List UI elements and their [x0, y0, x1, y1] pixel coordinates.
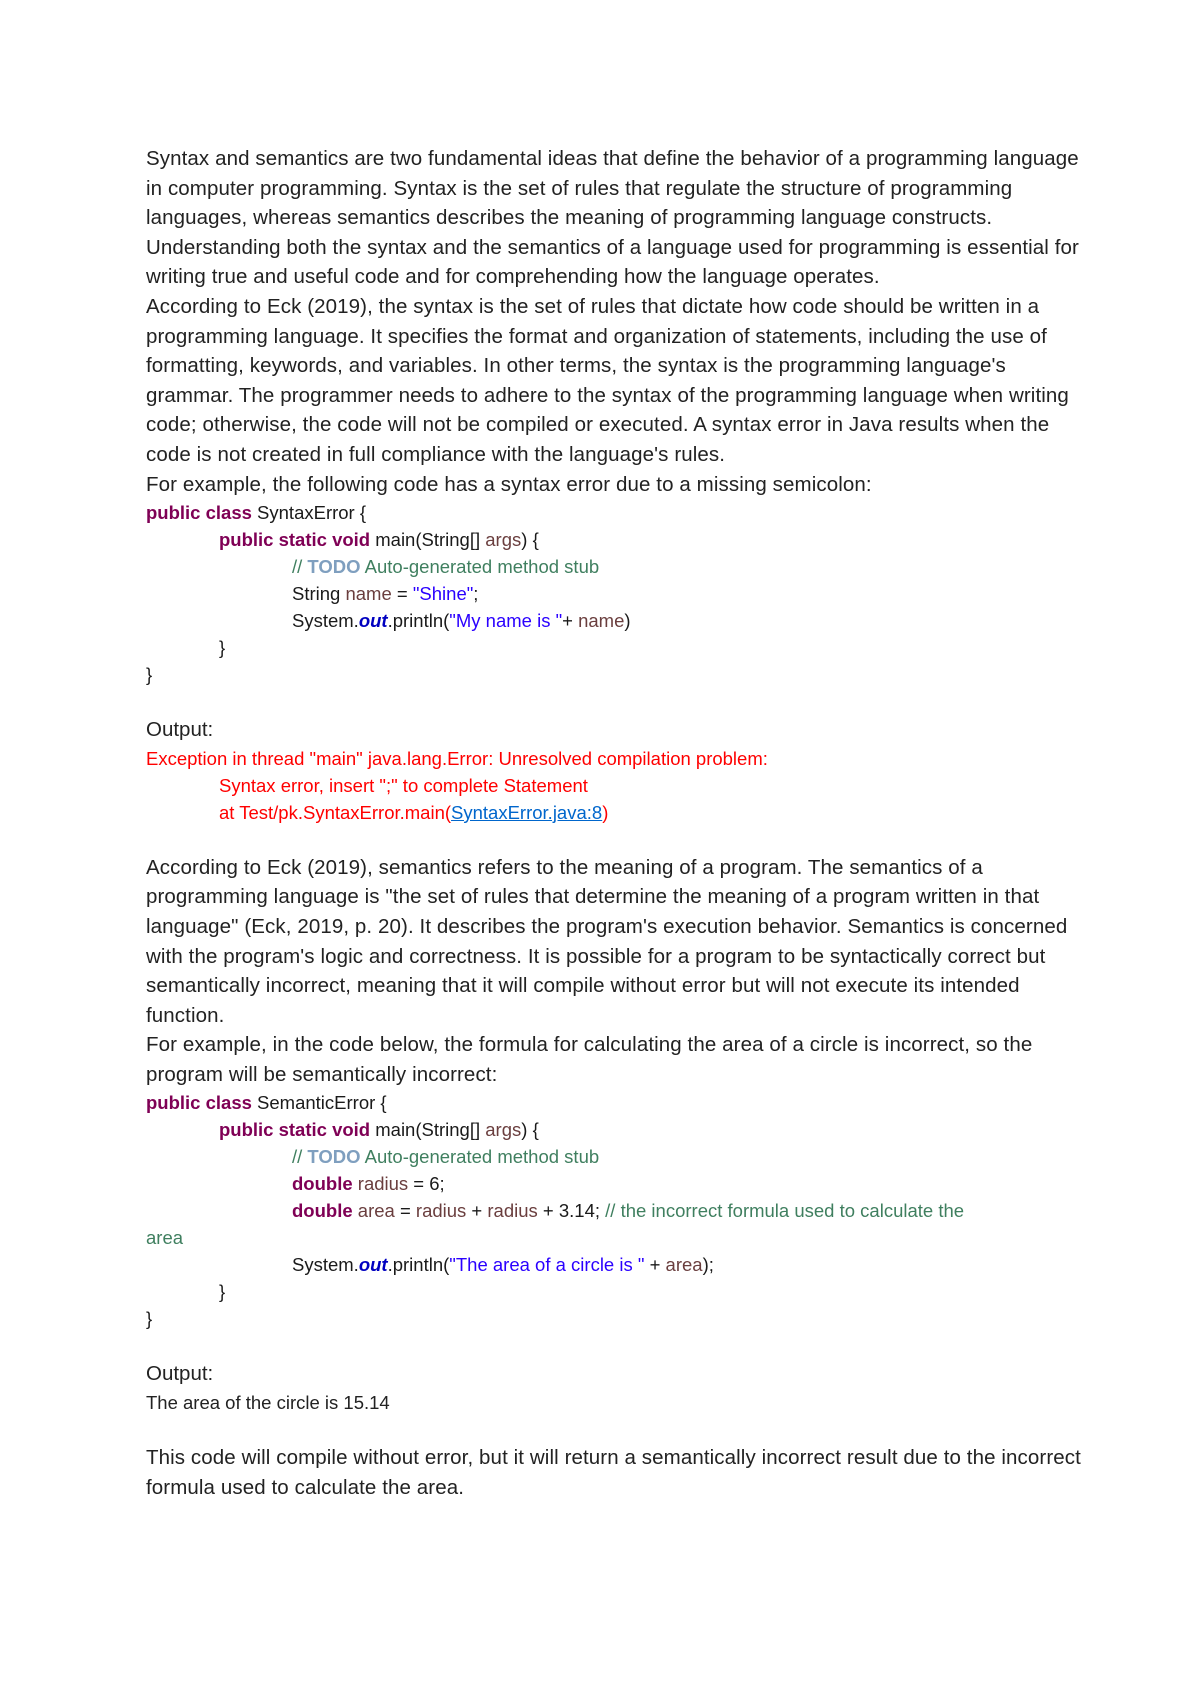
code-text: } [219, 1281, 226, 1303]
code-text: } [219, 637, 226, 659]
code-text: = [391, 583, 413, 605]
keyword: public static void [219, 1119, 371, 1141]
spacer [146, 688, 1086, 715]
output-text: ) [602, 801, 609, 823]
semantic-error-code [146, 1089, 1086, 1332]
variable: args [485, 529, 522, 551]
intro-paragraph: Syntax and semantics are two fundamental ideas that define the behavior of a programming language in computer programming. Syntax is the set of rules that regulate the structure of programming languages, whereas semantics describes the meaning of programming language constructs. Understanding both the syntax and the semantics of a language used for programming is essential for writing true and useful code and for comprehending how the language operates. [146, 147, 1079, 289]
spacer [146, 1332, 1086, 1359]
code-line [146, 1278, 1086, 1305]
variable: name [345, 583, 392, 605]
code-text: SyntaxError { [251, 502, 367, 524]
keyword: public static void [219, 529, 371, 551]
todo-tag: TODO [307, 1146, 361, 1168]
syntax-error-code [146, 499, 1086, 688]
code-text: = [394, 1200, 416, 1222]
keyword: double [292, 1200, 353, 1222]
output-line: The area of the circle is 15.14 [146, 1392, 390, 1414]
code-text: } [146, 664, 153, 686]
code-text: } [146, 1308, 153, 1330]
comment: // [292, 1146, 308, 1168]
keyword: double [292, 1173, 353, 1195]
comment: // the incorrect formula used to calculate the [605, 1200, 965, 1222]
code-line [146, 499, 1086, 526]
code-text: String [292, 583, 346, 605]
comment: // [292, 556, 308, 578]
comment: Auto-generated method stub [360, 556, 600, 578]
syntax-error-output [146, 715, 1086, 826]
code-text: + [466, 1200, 488, 1222]
code-text: .println( [387, 1254, 450, 1276]
string-literal: "Shine" [412, 583, 474, 605]
code-text: ) { [521, 529, 539, 551]
static-field: out [358, 610, 388, 632]
variable: radius [487, 1200, 538, 1222]
code-text: = 6; [408, 1173, 445, 1195]
todo-tag: TODO [307, 556, 361, 578]
output-line [146, 799, 1086, 826]
variable: radius [415, 1200, 467, 1222]
stack-trace-link[interactable]: SyntaxError.java:8 [451, 801, 603, 823]
code-text: SemanticError { [251, 1092, 387, 1114]
code-line [146, 580, 1086, 607]
syntax-example-intro: For example, the following code has a syntax error due to a missing semicolon: [146, 472, 872, 496]
code-line [146, 553, 1086, 580]
conclusion-paragraph: This code will compile without error, but it will return a semantically incorrect result due to the incorrect formula used to calculate the area. [146, 1446, 1081, 1499]
output-line: Exception in thread "main" java.lang.Error: Unresolved compilation problem: [146, 747, 768, 769]
code-line [146, 1143, 1086, 1170]
code-text: ; [473, 583, 479, 605]
code-text: main(String[] [370, 1119, 486, 1141]
code-text: .println( [387, 610, 450, 632]
static-field: out [358, 1254, 388, 1276]
output-line: Syntax error, insert ";" to complete Statement [219, 774, 588, 796]
variable: args [485, 1119, 522, 1141]
code-text: System. [292, 1254, 359, 1276]
syntax-paragraph: According to Eck (2019), the syntax is the set of rules that dictate how code should be written in a programming language. It specifies the format and organization of statements, including the use of formatting, keywords, and variables. In other terms, the syntax is the programming language's grammar. The programmer needs to adhere to the syntax of the programming language when writing code; otherwise, the code will not be compiled or executed. A syntax error in Java results when the code is not created in full compliance with the language's rules. [146, 294, 1069, 466]
code-line [146, 634, 1086, 661]
code-line [146, 661, 1086, 688]
code-text: ); [702, 1254, 714, 1276]
variable: area [665, 1254, 703, 1276]
code-text: + [644, 1254, 666, 1276]
code-text: + [562, 610, 579, 632]
spacer [146, 826, 1086, 853]
comment: Auto-generated method stub [360, 1146, 600, 1168]
semantics-paragraph: According to Eck (2019), semantics refers to the meaning of a program. The semantics of a programming language is "the set of rules that determine the meaning of a program written in that language" (Eck, 2019, p. 20). It describes the program's execution behavior. Semantics is concerned with the program's logic and correctness. It is possible for a program to be syntactically correct but semantically incorrect, meaning that it will compile without error but will not execute its intended function. [146, 855, 1068, 1027]
code-text: main(String[] [370, 529, 486, 551]
output-label: Output: [146, 1362, 214, 1386]
code-line [146, 1224, 1086, 1251]
document-body [146, 144, 1086, 1502]
code-line [146, 607, 1086, 634]
code-text: ) [624, 610, 631, 632]
semantic-error-output [146, 1359, 1086, 1416]
code-text: + 3.14; [537, 1200, 606, 1222]
code-line [146, 1197, 1086, 1224]
spacer [146, 1416, 1086, 1443]
output-label: Output: [146, 718, 214, 742]
keyword: public class [146, 502, 252, 524]
keyword: public class [146, 1092, 252, 1114]
code-line [146, 526, 1086, 553]
string-literal: "My name is " [449, 610, 563, 632]
variable: area [352, 1200, 395, 1222]
semantics-example-intro: For example, in the code below, the formula for calculating the area of a circle is incorrect, so the program will be semantically incorrect: [146, 1033, 1033, 1086]
code-line [146, 1305, 1086, 1332]
code-line [146, 1170, 1086, 1197]
variable: name [578, 610, 625, 632]
code-line [146, 1251, 1086, 1278]
code-text: System. [292, 610, 359, 632]
code-text: ) { [521, 1119, 539, 1141]
output-text: at Test/pk.SyntaxError.main( [219, 801, 452, 823]
code-line [146, 1116, 1086, 1143]
string-literal: "The area of a circle is " [449, 1254, 645, 1276]
comment: area [146, 1227, 184, 1249]
code-line [146, 1089, 1086, 1116]
variable: radius [352, 1173, 409, 1195]
